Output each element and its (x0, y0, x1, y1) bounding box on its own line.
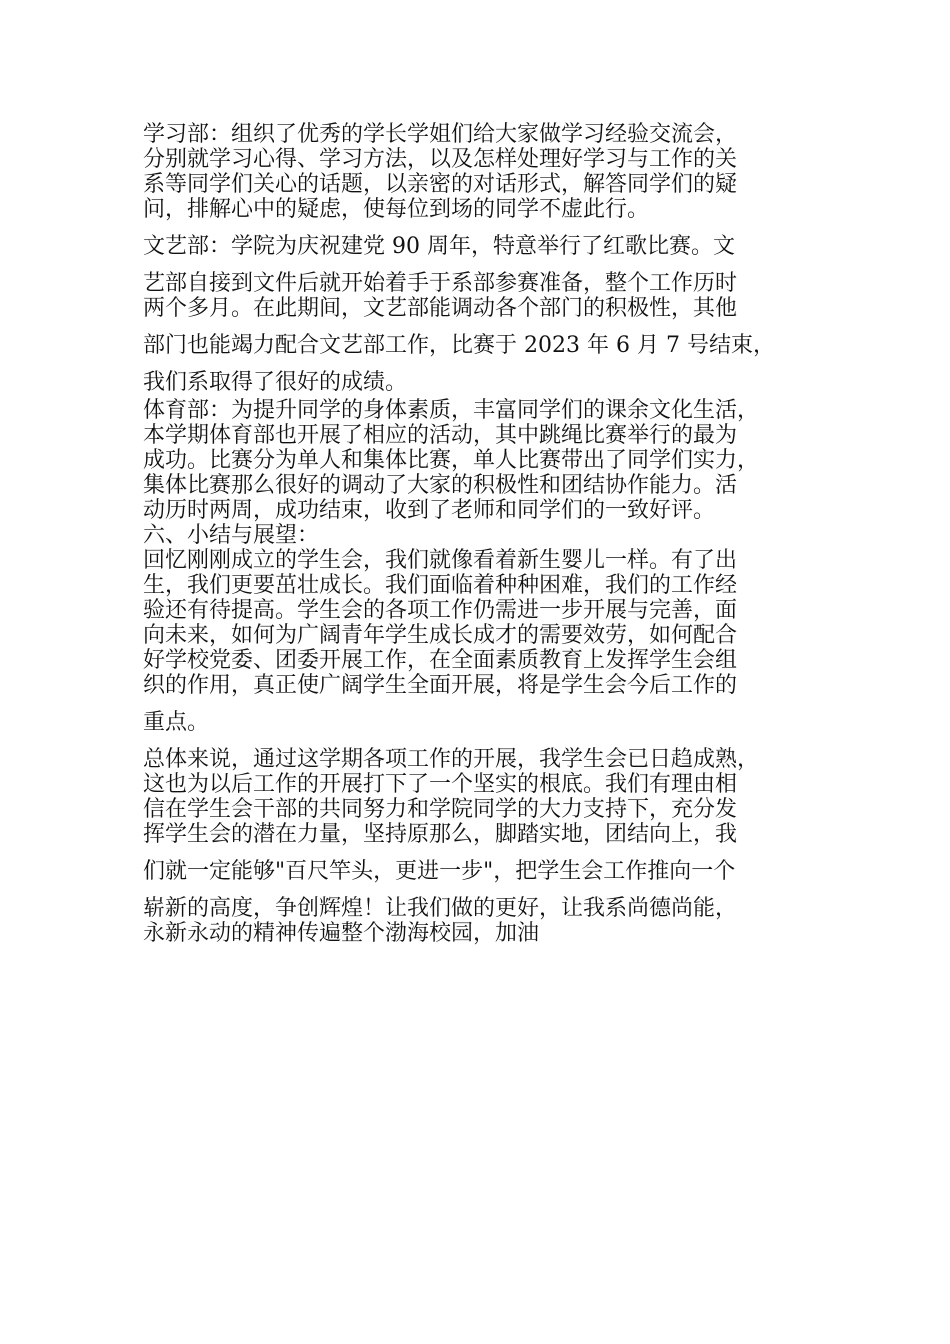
text-line: 我们系取得了很好的成绩。 (143, 370, 408, 395)
text-line: 向未来，如何为广阔青年学生成长成才的需要效劳，如何配合 (143, 623, 738, 648)
text-line: 挥学生会的潜在力量，坚持原那么，脚踏实地，团结向上，我 (143, 822, 738, 847)
text-line: 信在学生会干部的共同努力和学院同学的大力支持下，充分发 (143, 797, 738, 822)
text-line: 本学期体育部也开展了相应的活动，其中跳绳比赛举行的最为 (143, 423, 738, 448)
text-line: 崭新的高度，争创辉煌！让我们做的更好，让我系尚德尚能， (143, 896, 738, 921)
text-line: 体育部：为提升同学的身体素质，丰富同学们的课余文化生活， (143, 398, 760, 423)
text-line: 问，排解心中的疑虑，使每位到场的同学不虚此行。 (143, 197, 650, 222)
text-line: 学习部：组织了优秀的学长学姐们给大家做学习经验交流会， (143, 122, 738, 147)
text-line: 织的作用，真正使广阔学生全面开展，将是学生会今后工作的 (143, 673, 738, 698)
text-line: 生，我们更要茁壮成长。我们面临着种种困难，我们的工作经 (143, 573, 738, 598)
text-line: 动历时两周，成功结束，收到了老师和同学们的一致好评。 (143, 498, 716, 523)
text-line: 两个多月。在此期间，文艺部能调动各个部门的积极性，其他 (143, 296, 738, 321)
text-line: 成功。比赛分为单人和集体比赛，单人比赛带出了同学们实力， (143, 448, 760, 473)
text-line: 文艺部：学院为庆祝建党 90 周年，特意举行了红歌比赛。文 (143, 234, 735, 259)
text-line: 们就一定能够"百尺竿头，更进一步"，把学生会工作推向一个 (143, 859, 736, 884)
text-line: 重点。 (143, 710, 210, 735)
text-line: 集体比赛那么很好的调动了大家的积极性和团结协作能力。活 (143, 473, 738, 498)
text-line: 分别就学习心得、学习方法，以及怎样处理好学习与工作的关 (143, 147, 738, 172)
section-heading: 六、小结与展望： (143, 523, 320, 548)
text-line: 回忆刚刚成立的学生会，我们就像看着新生婴儿一样。有了出 (143, 548, 738, 573)
text-line: 艺部自接到文件后就开始着手于系部参赛准备，整个工作历时 (143, 271, 738, 296)
text-line: 总体来说，通过这学期各项工作的开展，我学生会已日趋成熟， (143, 747, 760, 772)
text-line: 好学校党委、团委开展工作，在全面素质教育上发挥学生会组 (143, 648, 738, 673)
text-line: 部门也能竭力配合文艺部工作，比赛于 2023 年 6 月 7 号结束， (143, 333, 775, 358)
text-line: 验还有待提高。学生会的各项工作仍需进一步开展与完善，面 (143, 598, 738, 623)
text-line: 永新永动的精神传遍整个渤海校园，加油 (143, 921, 540, 946)
text-line: 这也为以后工作的开展打下了一个坚实的根底。我们有理由相 (143, 772, 738, 797)
text-line: 系等同学们关心的话题，以亲密的对话形式，解答同学们的疑 (143, 172, 738, 197)
